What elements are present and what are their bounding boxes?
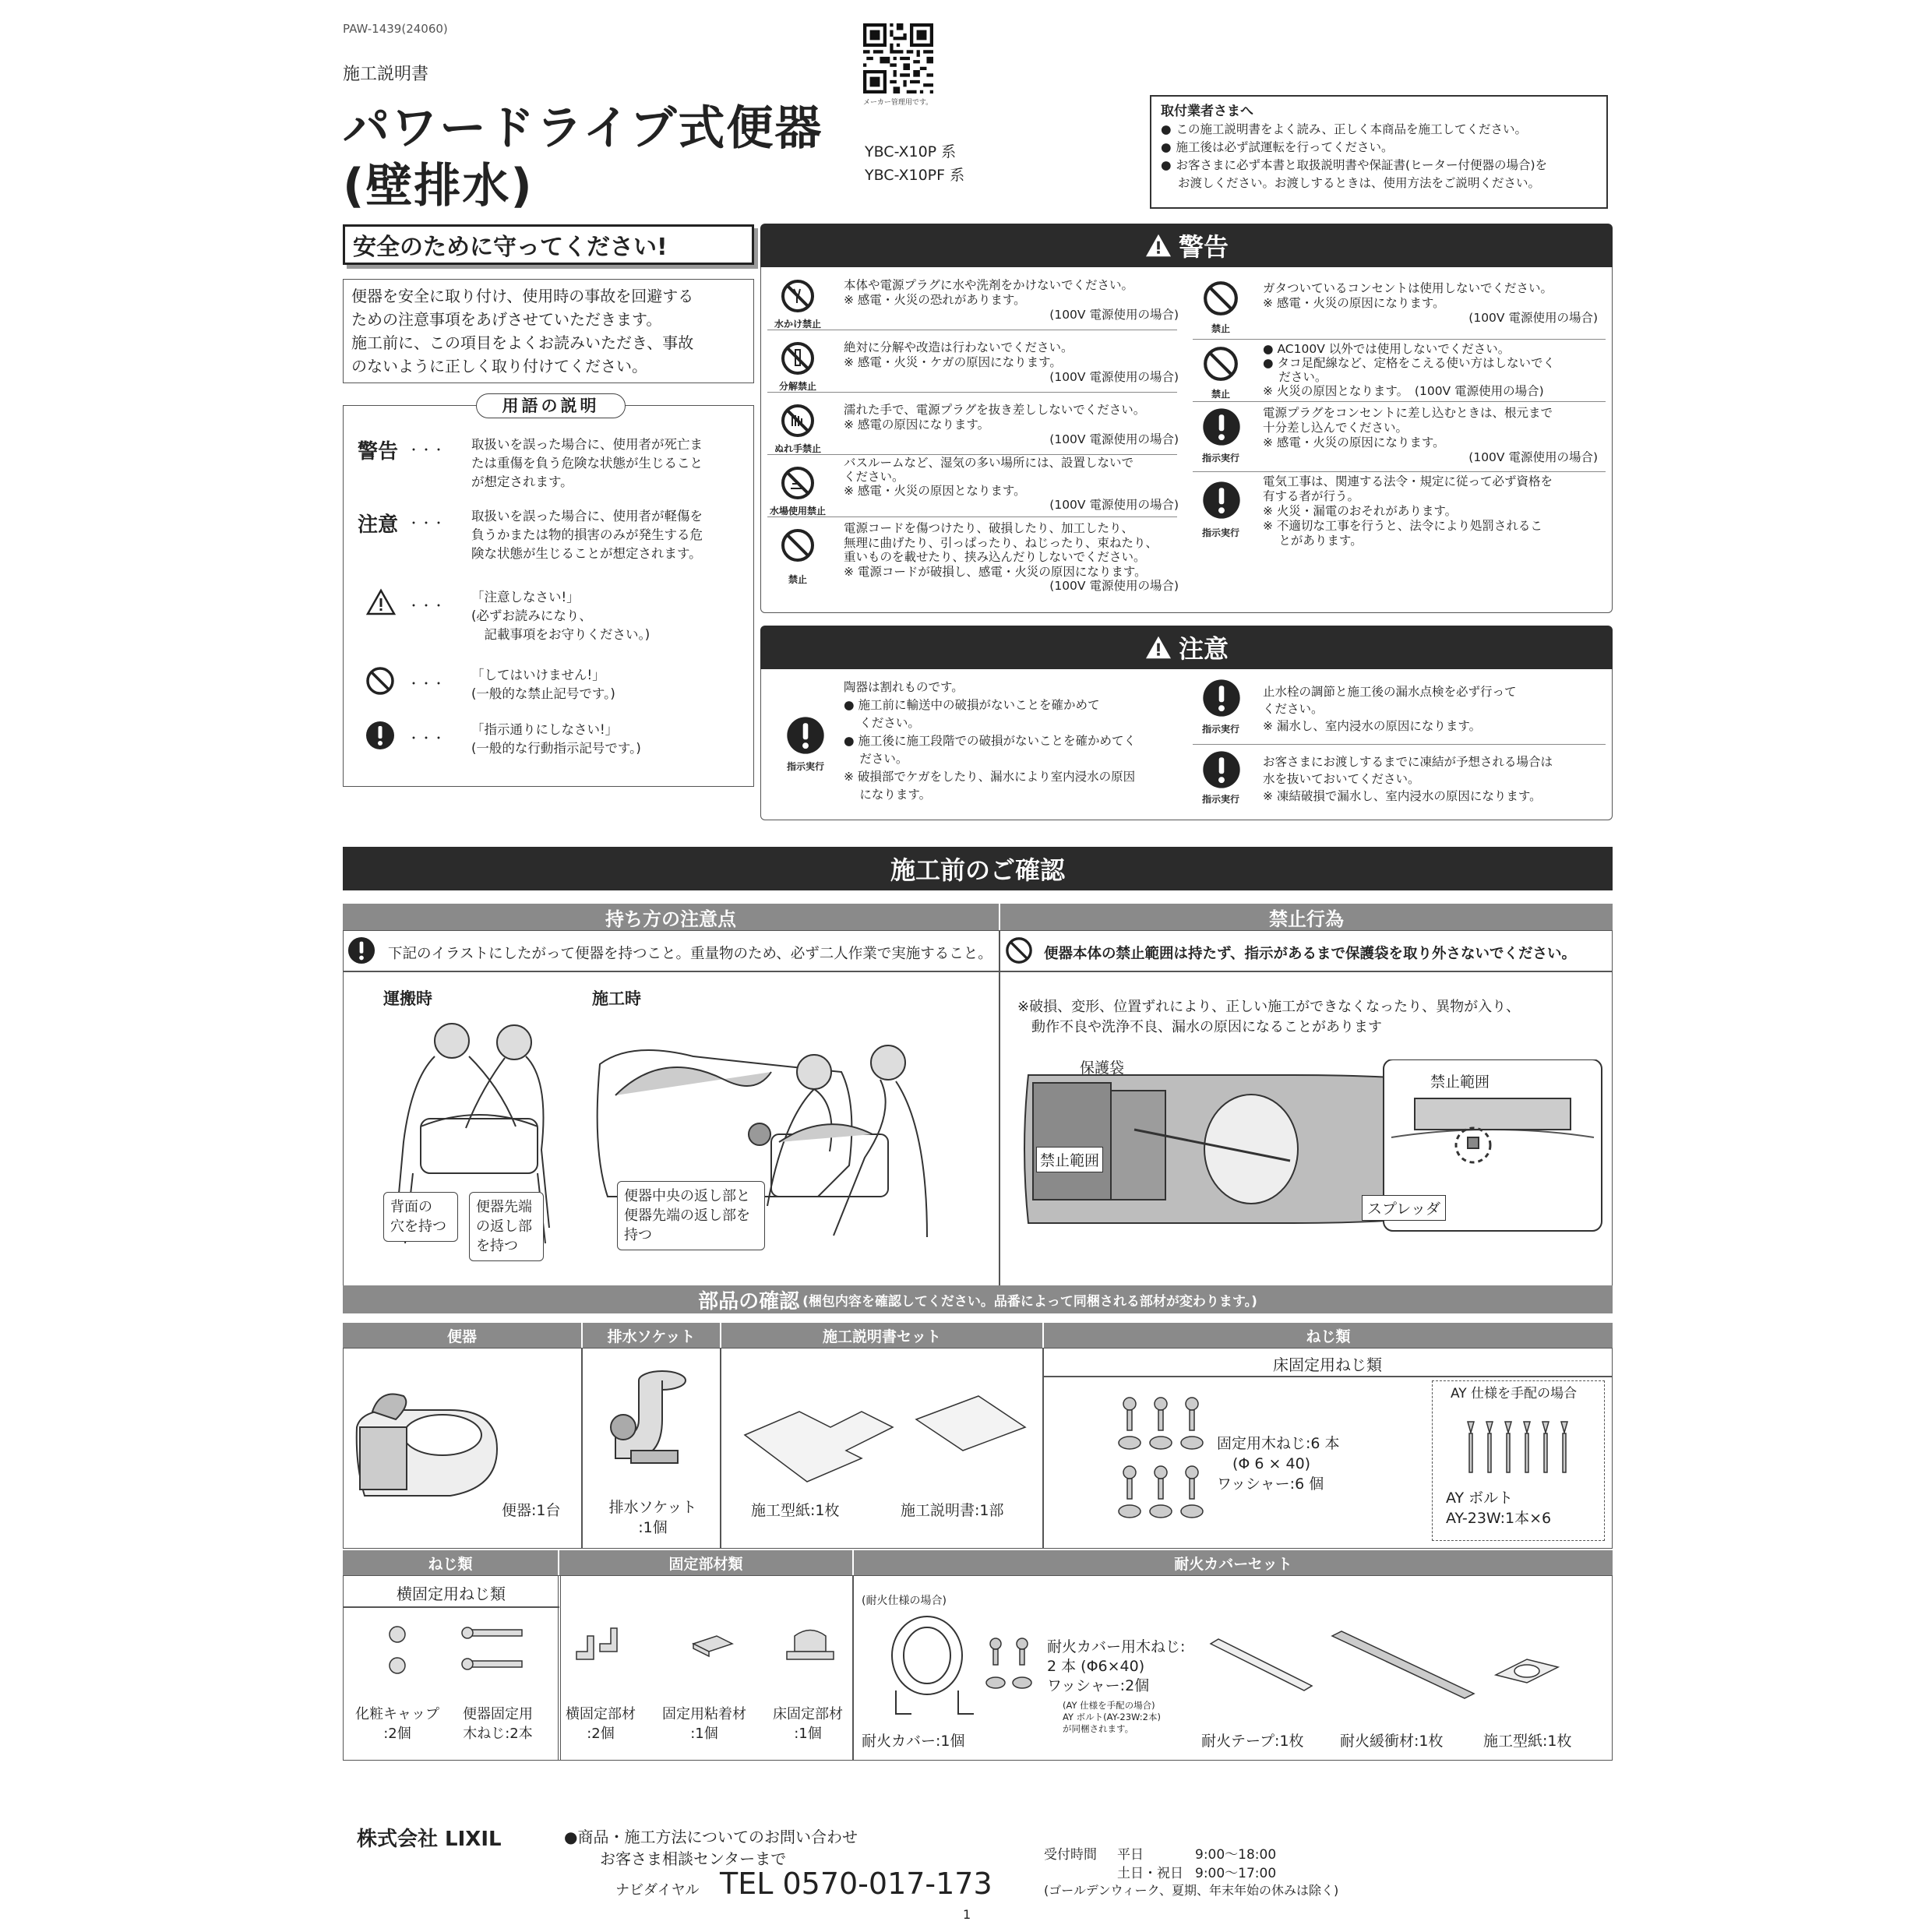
- ay-option-title: AY 仕様を手配の場合: [1451, 1382, 1577, 1401]
- manual-qty: 施工説明書:1部: [901, 1502, 1004, 1519]
- fire-screws-qty: 耐火カバー用木ねじ: 2 本 (Φ6×40) ワッシャー:2個: [1047, 1638, 1186, 1694]
- model-list: YBC-X10P 系 YBC-X10PF 系: [865, 143, 965, 184]
- fire-cover-image: [880, 1613, 982, 1729]
- socket-qty: 排水ソケット :1個: [608, 1499, 697, 1536]
- term-desc: 取扱いを誤った場合に、使用者が軽傷を 負うかまたは物的損害のみが発生する危 険な状態が生じることが想定されます。: [471, 509, 703, 561]
- installer-notice-title: 取付業者さまへ: [1161, 104, 1253, 119]
- callout-front-lip: 便器先端 の返し部 を持つ: [469, 1192, 544, 1261]
- no-wet-place-icon: [780, 465, 816, 501]
- floor-fixing-qty: 床固定部材 :1個: [773, 1706, 843, 1742]
- mandatory-action-icon: [365, 721, 395, 750]
- document-number: PAW-1439(24060): [343, 22, 448, 36]
- prohibition-icon: [1202, 280, 1239, 317]
- company-name: 株式会社 LIXIL: [357, 1828, 502, 1851]
- document-subtitle: 施工説明書: [343, 65, 429, 84]
- cap-qty: 化粧キャップ :2個: [355, 1706, 439, 1742]
- floor-screws-title: 床固定用ねじ類: [1273, 1356, 1382, 1374]
- parts-col-fire-cover: 耐火カバーセット: [854, 1550, 1613, 1575]
- label-spreader: スプレッダ: [1362, 1195, 1446, 1221]
- prohibition-icon: [780, 527, 816, 563]
- warning-item: 絶対に分解や改造は行わないでください。 ※ 感電・火災・ケガの原因になります。 (100V 電源使用の場合): [844, 340, 1179, 384]
- warning-item: バスルームなど、湿気の多い場所には、設置しないで ください。 ※ 感電・火災の原因となります。 (100V 電源使用の場合): [844, 456, 1179, 512]
- qr-caption: メーカー管理用です。: [863, 99, 933, 107]
- mandatory-action-icon: [1202, 750, 1241, 789]
- fire-materials-image: [1200, 1628, 1605, 1722]
- fire-ay-note: (AY 仕様を手配の場合) AY ボルト(AY-23W:2本) が同梱されます。: [1063, 1700, 1161, 1734]
- manual-set-image: [737, 1380, 1033, 1490]
- ay-bolts-image: [1461, 1418, 1578, 1480]
- fire-note: (耐火仕様の場合): [862, 1595, 947, 1607]
- parts-col-fixing: 固定部材類: [559, 1550, 852, 1575]
- hours-label: 受付時間: [1044, 1847, 1097, 1863]
- warning-item: ガタついているコンセントは使用しないでください。 ※ 感電・火災の原因になります。 (100V 電源使用の場合): [1263, 281, 1598, 325]
- handling-header: 持ち方の注意点: [343, 904, 999, 930]
- warning-item: 電気工事は、関連する法令・規定に従って必ず資格を 有する者が行う。 ※ 火災・漏電のおそれがあります。 ※ 不適切な工事を行うと、法令により処罰されるこ とがあります。: [1263, 474, 1553, 548]
- parts-col-socket: 排水ソケット: [583, 1323, 720, 1348]
- caution-panel: 指示実行 陶器は割れものです。 ● 施工前に輸送中の破損がないことを確かめて ください。 ● 施工後に施工段階での破損がないことを確かめてく ださい。 ※ 破損部でケガをしたり、漏水により室内浸水の原因 になります。 指示実行 止水栓の調節と施工後の漏水点検を必ず行って ください。 ※ 漏水し、室内浸水の原因になります。 指示実行 お客さまにお渡しするまでに凍結が予想される場合は 水を抜いておいてください。 ※ 凍結破損で漏水し、室内浸水の原因になります。: [760, 669, 1613, 820]
- safety-intro: 便器を安全に取り付け、使用時の事故を回避する ための注意事項をあげさせていただきます。 施工前に、この項目をよくお読みいただき、事故 のないように正しく取り付けてください。: [343, 279, 754, 383]
- fire-screws-image: [982, 1636, 1036, 1698]
- label-install: 施工時: [592, 989, 641, 1008]
- caution-header: 注意: [760, 626, 1613, 669]
- floor-screws-image: [1114, 1394, 1208, 1535]
- safety-title: 安全のために守ってください!: [343, 224, 754, 265]
- weekend-hours: 9:00～17:00: [1195, 1866, 1277, 1881]
- warning-triangle-icon: [1144, 233, 1172, 258]
- floor-screws-qty: 固定用木ねじ:6 本 (Φ 6 × 40) ワッシャー:6 個: [1217, 1435, 1340, 1493]
- caution-item: 止水栓の調節と施工後の漏水点検を必ず行って ください。 ※ 漏水し、室内浸水の原因になります。: [1263, 685, 1517, 733]
- warning-item: 電源コードを傷つけたり、破損したり、加工したり、 無理に曲げたり、引っぱったり、ねじったり、束ねたり、 重いものを載せたり、挟み込んだりしないでください。 ※ 電源コードが破損し、感電・火災の原因になります。 (100V 電源使用の場合): [844, 521, 1179, 593]
- mandatory-action-icon: [1202, 407, 1241, 446]
- prohibited-instruction: 便器本体の禁止範囲は持たず、指示があるまで保護袋を取り外さないでください。: [1044, 946, 1577, 962]
- weekday-hours: 9:00～18:00: [1195, 1847, 1277, 1863]
- warning-item: ● AC100V 以外では使用しないでください。 ● タコ足配線など、定格をこえる使い方はしないでく ださい。 ※ 火災の原因となります。 (100V 電源使用の場合): [1263, 342, 1555, 398]
- navi-dial-label: ナビダイヤル: [615, 1882, 700, 1899]
- drain-socket-image: [600, 1365, 693, 1474]
- term-desc: 「注意しなさい!」 (必ずお読みになり、 記載事項をお守りください。): [471, 590, 650, 642]
- warning-panel: 水かけ禁止 分解禁止 ぬれ手禁止 水場使用禁止 禁止 本体や電源プラグに水や洗剤をかけないでください。 ※ 感電・火災の恐れがあります。 (100V 電源使用の場合) 絶対に分解や改造は行わないでください。 ※ 感電・火災・ケガの原因になります。 (100V 電源使用の場合) 濡れた手で、電源プラグを抜き差ししないでください。 ※ 感電の原因になります。 (100V 電源使用の場合) バスルームなど、湿気の多い場所には、設置しないで ください。 ※ 感電・火災の原因となります。 (100V 電源使用の場合) 電源コードを傷つけたり、破損したり、加工したり、 無理に曲げたり、引っぱったり、ねじったり、束ねたり、 重いものを載せたり、挟み込んだりしないでください。 ※ 電源コードが破損し、感電・火災の原因になります。 (100V 電源使用の場合) 禁止 禁止 指示実行 指示実行 ガタついているコンセントは使用しないでください。 ※ 感電・火災の原因になります。 (100V 電源使用の場合) ● AC100V 以外では使用しないでください。 ● タコ足配線など、定格をこえる使い方はしないでく ださい。 ※ 火災の原因となります。 (100V 電源使用の場合) 電源プラグをコンセントに差し込むときは、根元まで 十分差し込んでください。 ※ 感電・火災の原因になります。 (100V 電源使用の場合) 電気工事は、関連する法令・規定に従って必ず資格を 有する者が行う。 ※ 火災・漏電のおそれがあります。 ※ 不適切な工事を行うと、法令により処罰されるこ とがあります。: [760, 267, 1613, 613]
- parts-col-screws: ねじ類: [1044, 1323, 1613, 1348]
- warning-item: 本体や電源プラグに水や洗剤をかけないでください。 ※ 感電・火災の恐れがあります。 (100V 電源使用の場合): [844, 278, 1179, 322]
- caution-item: 陶器は割れものです。 ● 施工前に輸送中の破損がないことを確かめて ください。 ● 施工後に施工段階での破損がないことを確かめてく ださい。 ※ 破損部でケガをしたり、漏水により室内浸水の原因 になります。: [844, 680, 1136, 802]
- no-disassembly-icon: [780, 340, 816, 376]
- prohibition-icon: [1005, 936, 1033, 964]
- caution-triangle-icon: [1144, 635, 1172, 660]
- callout-center-front: 便器中央の返し部と 便器先端の返し部を 持つ: [617, 1181, 765, 1250]
- prohibition-icon: [365, 666, 395, 696]
- toilet-image: [349, 1380, 505, 1505]
- fire-buffer-qty: 耐火緩衝材:1枚: [1340, 1733, 1444, 1750]
- caution-item: お客さまにお渡しするまでに凍結が予想される場合は 水を抜いておいてください。 ※ 凍結破損で漏水し、室内浸水の原因になります。: [1263, 755, 1553, 803]
- terms-box: 用語の説明 警告 ・・・ 取扱いを誤った場合に、使用者が死亡ま たは重傷を負う危険な状態が生じること が想定されます。 注意 ・・・ 取扱いを誤った場合に、使用者が軽傷を 負うかまたは物的損害のみが発生する危 険な状態が生じることが想定されます。 ・・・ 「注意しなさい!」 (必ずお読みになり、 記載事項をお守りください。) ・・・ 「してはいけません!」 (一般的な禁止記号です。) ・・・ 「指示通りにしなさい!」 (一般的な行動指示記号です。): [343, 405, 754, 787]
- label-prohibited-zone: 禁止範囲: [1430, 1070, 1490, 1091]
- fire-tape-qty: 耐火テープ:1枚: [1201, 1733, 1304, 1750]
- prohibited-note: ※破損、変形、位置ずれにより、正しい施工ができなくなったり、異物が入り、 動作不良や洗浄不良、漏水の原因になることがあります: [1017, 999, 1521, 1035]
- inquiry-line-1: ●商品・施工方法についてのお問い合わせ: [564, 1828, 858, 1846]
- parts-header: 部品の確認 (梱包内容を確認してください。品番によって同梱される部材が変わります。): [343, 1285, 1613, 1313]
- side-screws-title: 横固定用ねじ類: [397, 1585, 506, 1603]
- mandatory-action-icon: [1202, 481, 1241, 520]
- term-desc: 取扱いを誤った場合に、使用者が死亡ま たは重傷を負う危険な状態が生じること が想定されます。: [471, 437, 703, 489]
- parts-col-side-screws: ねじ類: [343, 1550, 558, 1575]
- fire-cover-qty: 耐火カバー:1個: [862, 1733, 965, 1750]
- parts-col-toilet: 便器: [343, 1323, 581, 1348]
- qr-code: [863, 23, 933, 93]
- pre-check-header: 施工前のご確認: [343, 847, 1613, 890]
- prohibited-zone-illustration: [1017, 1059, 1609, 1246]
- wood-screw-qty: 便器固定用 木ねじ:2本: [463, 1706, 533, 1742]
- mandatory-action-icon: [786, 716, 825, 755]
- parts-col-manual: 施工説明書セット: [721, 1323, 1042, 1348]
- holiday-note: (ゴールデンウィーク、夏期、年末年始の休みは除く): [1044, 1883, 1339, 1898]
- caution-triangle-icon: [365, 588, 397, 616]
- installer-notice: 取付業者さまへ ● この施工説明書をよく読み、正しく本商品を施工してください。 ● 施工後は必ず試運転を行ってください。 ● お客さまに必ず本書と取扱説明書や保証書(ヒーター付便器の場合)を お渡しください。お渡しするときは、使用方法をご説明ください。: [1150, 95, 1608, 209]
- warning-header: 警告: [760, 224, 1613, 267]
- page-number: 1: [963, 1907, 971, 1922]
- no-water-icon: [780, 278, 816, 314]
- terms-title: 用語の説明: [476, 393, 626, 418]
- adhesive-qty: 固定用粘着材 :1個: [662, 1706, 746, 1742]
- term-desc: 「指示通りにしなさい!」 (一般的な行動指示記号です。): [471, 722, 641, 756]
- term-warning: 警告: [358, 440, 399, 464]
- no-wet-hands-icon: [780, 403, 816, 439]
- handling-instruction: 下記のイラストにしたがって便器を持つこと。重量物のため、必ず二人作業で実施すること。: [388, 946, 992, 962]
- label-transport: 運搬時: [383, 989, 432, 1008]
- label-protective-bag: 保護袋: [1080, 1059, 1125, 1077]
- mandatory-action-icon: [347, 936, 375, 964]
- callout-back-hole: 背面の 穴を持つ: [383, 1192, 458, 1242]
- fixing-parts-image: [569, 1620, 849, 1683]
- mandatory-action-icon: [1202, 679, 1241, 717]
- phone-number: TEL 0570-017-173: [720, 1867, 992, 1901]
- prohibited-header: 禁止行為: [1000, 904, 1613, 930]
- inquiry-line-2: お客さま相談センターまで: [600, 1849, 787, 1868]
- side-fixing-qty: 横固定部材 :2個: [566, 1706, 636, 1742]
- term-caution: 注意: [358, 513, 399, 537]
- side-screws-image: [382, 1619, 538, 1689]
- fire-template-qty: 施工型紙:1枚: [1483, 1733, 1572, 1750]
- term-desc: 「してはいけません!」 (一般的な禁止記号です。): [471, 668, 615, 701]
- toilet-qty: 便器:1台: [502, 1502, 561, 1519]
- page-title: パワードライブ式便器 (壁排水): [343, 101, 823, 213]
- template-qty: 施工型紙:1枚: [751, 1502, 840, 1519]
- warning-item: 濡れた手で、電源プラグを抜き差ししないでください。 ※ 感電の原因になります。 (100V 電源使用の場合): [844, 403, 1179, 446]
- prohibition-icon: [1202, 345, 1239, 383]
- ay-bolts-qty: AY ボルト AY-23W:1本×6: [1446, 1490, 1552, 1527]
- warning-item: 電源プラグをコンセントに差し込むときは、根元まで 十分差し込んでください。 ※ 感電・火災の原因になります。 (100V 電源使用の場合): [1263, 406, 1598, 464]
- label-prohibited-zone: 禁止範囲: [1036, 1147, 1103, 1172]
